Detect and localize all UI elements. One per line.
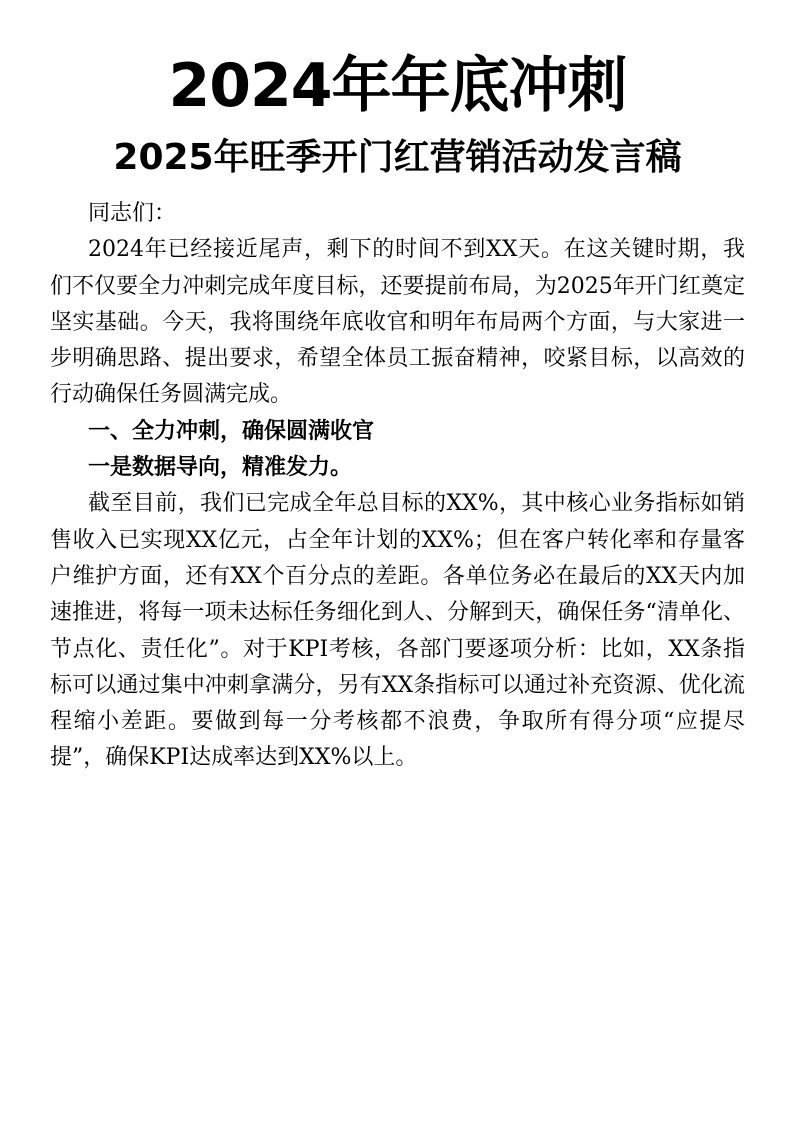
document-body xyxy=(50,196,745,777)
salutation: 同志们： xyxy=(88,201,177,226)
point-paragraph-1: 截至目前，我们已完成全年总目标的XX%，其中核心业务指标如销售收入已实现XX亿元，占全年计划的XX%；但在客户转化率和存量客户维护方面，还有XX个百分点的差距。各单位务必在最后的XX天内加速推进，将每一项未达标任务细化到人、分解到天，确保任务“清单化、节点化、责任化”。对于KPI考核，各部门要逐项分析：比如，XX条指标可以通过集中冲刺拿满分，另有XX条指标可以通过补充资源、优化流程缩小差距。要做到每一分考核都不浪费，争取所有得分项“应提尽提”，确保KPI达成率达到XX%以上。 xyxy=(50,491,745,771)
intro-paragraph: 2024年已经接近尾声，剩下的时间不到XX天。在这关键时期，我们不仅要全力冲刺完成年度目标，还要提前布局，为2025年开门红奠定坚实基础。今天，我将围绕年底收官和明年布局两个方面，与大家进一步明确思路、提出要求，希望全体员工振奋精神，咬紧目标，以高效的行动确保任务圆满完成。 xyxy=(50,237,745,408)
document-title: 2024年年底冲刺 xyxy=(168,51,627,121)
document-subtitle: 2025年旺季开门红营销活动发言稿 xyxy=(113,137,682,178)
point-heading-1: 一是数据导向，精准发力。 xyxy=(88,455,353,481)
section-heading-1: 一、全力冲刺，确保圆满收官 xyxy=(88,418,375,444)
